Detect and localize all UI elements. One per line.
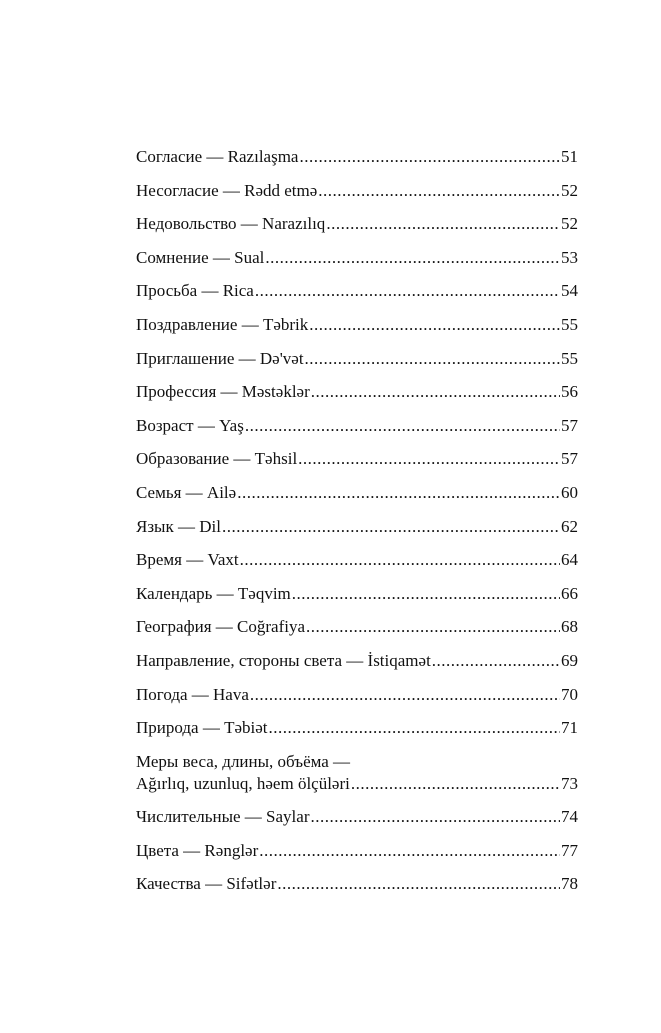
toc-entry-page: 77: [561, 840, 578, 860]
toc-entry: [136, 583, 578, 617]
toc-entry: [136, 616, 578, 650]
toc-entry: [136, 180, 578, 214]
table-of-contents: [136, 146, 578, 907]
toc-entry-page: 52: [561, 180, 578, 200]
toc-leader-dots: [326, 213, 560, 235]
toc-entry: [136, 247, 578, 281]
toc-leader-dots: [305, 348, 560, 370]
toc-entry: [136, 482, 578, 516]
toc-leader-dots: [265, 247, 560, 269]
toc-entry-page: 78: [561, 874, 578, 894]
toc-leader-dots: [306, 616, 560, 638]
toc-entry-label: Время — Vaxt: [136, 550, 239, 570]
toc-leader-dots: [250, 684, 560, 706]
toc-entry-label: Приглашение — Də'vət: [136, 348, 304, 368]
toc-entry-label: Погода — Hava: [136, 684, 249, 704]
toc-entry: [136, 684, 578, 718]
toc-entry-label: География — Coğrafiya: [136, 617, 306, 637]
toc-leader-dots: [259, 840, 560, 862]
toc-entry-line2: [136, 773, 578, 795]
toc-leader-dots: [269, 717, 560, 739]
toc-entry-label: Просьба — Rica: [136, 281, 254, 301]
toc-entry-label: Поздравление — Təbrik: [136, 314, 309, 334]
toc-entry-label: Недовольство — Narazılıq: [136, 214, 326, 234]
toc-leader-dots: [309, 314, 560, 336]
toc-entry-page: 56: [561, 382, 578, 402]
toc-entry-page: 73: [561, 773, 578, 793]
toc-entry-label: Календарь — Təqvim: [136, 583, 291, 603]
toc-entry: [136, 516, 578, 550]
toc-leader-dots: [255, 280, 560, 302]
toc-entry-page: 52: [561, 214, 578, 234]
toc-leader-dots: [222, 516, 560, 538]
toc-entry-label: Числительные — Saylar: [136, 807, 310, 827]
toc-entry-page: 55: [561, 348, 578, 368]
toc-entry-label: Язык — Dil: [136, 516, 221, 536]
toc-entry: [136, 751, 578, 795]
toc-entry-label: Сомнение — Sual: [136, 247, 265, 267]
toc-entry: [136, 840, 578, 874]
toc-entry-label: Согласие — Razılaşma: [136, 147, 299, 166]
toc-entry-label-line2: Ağırlıq, uzunluq, həem ölçüləri: [136, 773, 350, 793]
toc-entry-label: Направление, стороны света — İstiqamət: [136, 650, 431, 670]
toc-entry: [136, 314, 578, 348]
toc-leader-dots: [237, 482, 560, 504]
toc-entry: [136, 280, 578, 314]
toc-leader-dots: [310, 806, 560, 828]
toc-leader-dots: [240, 549, 560, 571]
toc-entry-page: 71: [561, 718, 578, 738]
toc-entry-page: 57: [561, 449, 578, 469]
toc-leader-dots: [311, 381, 560, 403]
toc-entry-label: Качества — Sifətlər: [136, 874, 277, 894]
toc-entry-page: 70: [561, 684, 578, 704]
toc-entry-page: 57: [561, 415, 578, 435]
toc-leader-dots: [351, 773, 560, 795]
toc-entry: [136, 381, 578, 415]
toc-leader-dots: [245, 415, 560, 437]
toc-entry: [136, 213, 578, 247]
toc-entry-page: 68: [561, 617, 578, 637]
toc-entry: [136, 873, 578, 907]
toc-entry: [136, 448, 578, 482]
toc-entry: [136, 146, 578, 180]
toc-entry: [136, 415, 578, 449]
toc-entry: [136, 348, 578, 382]
toc-leader-dots: [432, 650, 560, 672]
toc-entry-page: 54: [561, 281, 578, 301]
toc-entry-page: 51: [561, 147, 578, 166]
toc-entry-page: 66: [561, 583, 578, 603]
toc-entry-page: 74: [561, 807, 578, 827]
toc-entry-page: 60: [561, 482, 578, 502]
toc-entry-label: Природа — Təbiət: [136, 718, 268, 738]
toc-entry-page: 53: [561, 247, 578, 267]
toc-entry-page: 64: [561, 550, 578, 570]
toc-entry-label: Образование — Təhsil: [136, 449, 298, 469]
toc-entry-page: 62: [561, 516, 578, 536]
toc-entry-label: Цвета — Rənglər: [136, 840, 259, 860]
toc-leader-dots: [298, 448, 560, 470]
toc-leader-dots: [318, 180, 560, 202]
toc-entry: [136, 650, 578, 684]
toc-entry-label-line1: Меры веса, длины, объёма —: [136, 751, 351, 771]
toc-entry-label: Семья — Ailə: [136, 482, 237, 502]
toc-entry-label: Возраст — Yaş: [136, 415, 244, 435]
toc-entry: [136, 806, 578, 840]
toc-entry: [136, 549, 578, 583]
toc-entry-page: 55: [561, 314, 578, 334]
toc-leader-dots: [299, 146, 560, 168]
toc-leader-dots: [277, 873, 560, 895]
toc-entry-page: 69: [561, 650, 578, 670]
toc-leader-dots: [292, 583, 560, 605]
toc-entry-label: Профессия — Məstəklər: [136, 382, 310, 402]
toc-entry: [136, 717, 578, 751]
toc-entry-label: Несогласие — Rədd etmə: [136, 180, 318, 200]
